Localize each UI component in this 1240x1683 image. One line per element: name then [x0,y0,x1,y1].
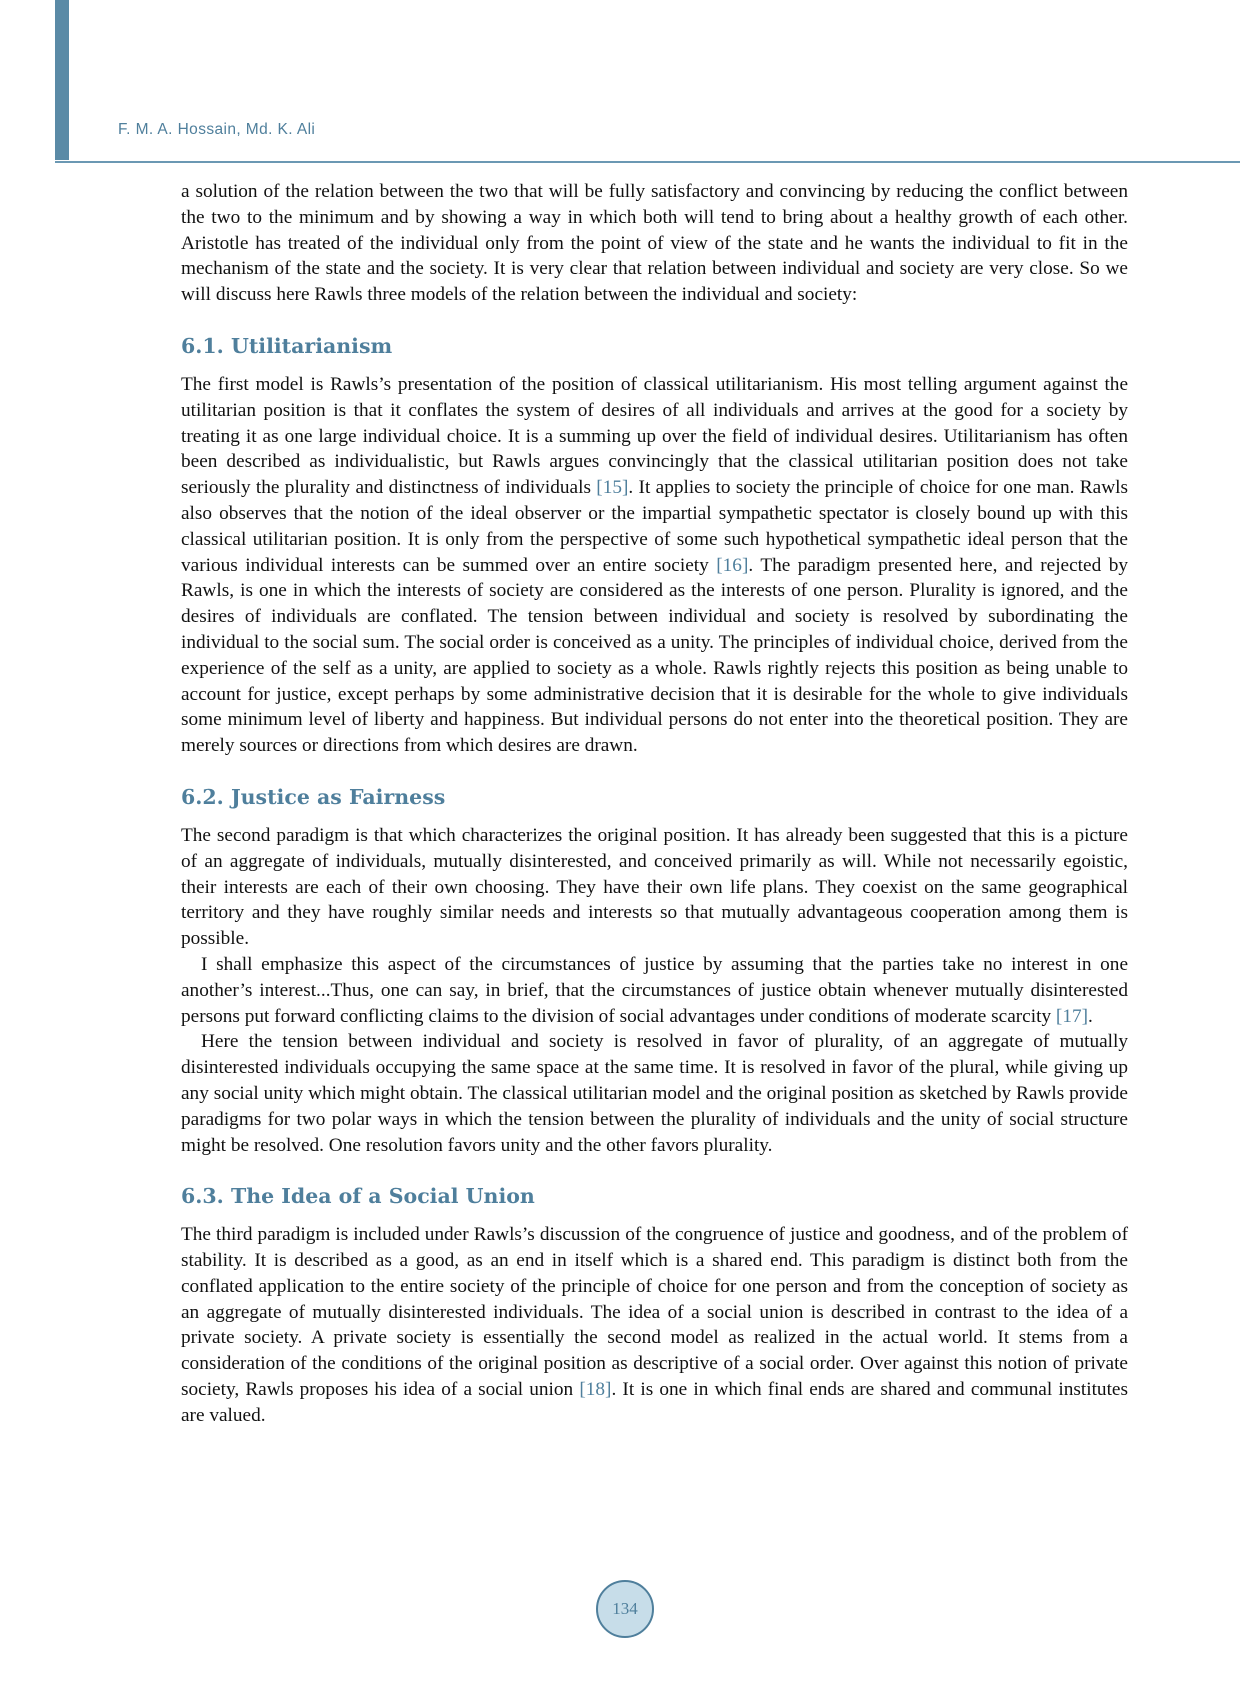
justice-paragraph-3: Here the tension between individual and society is resolved in favor of plurality, of an aggregate of mutually disinterested individuals occupying the same space at the same time. It is resolved in favor of the plural, while giving up any social unity which might obtain. The classical utilitarian model and the original position as sketched by Rawls provide paradigms for two polar ways in which the tension between the plurality of individuals and the unity of social structure might be resolved. One resolution favors unity and the other favors plurality. [181,1031,1128,1156]
section-heading-justice-as-fairness: 6.2. Justice as Fairness [181,784,446,809]
page-number-badge: 134 [596,1580,654,1638]
social-union-paragraph [181,1222,1128,1428]
citation-link-15[interactable]: [15] [596,477,629,499]
citation-link-18[interactable]: [18] [579,1379,612,1401]
citation-link-16[interactable]: [16] [716,554,749,576]
header-accent-bar [55,0,69,160]
header-rule [55,161,1240,163]
text-span: The third paradigm is included under Rawls’s discussion of the congruence of justice and goodness, and of the problem of stability. It is described as a good, as an end in itself which is a shared end. This paradigm is distinct both from the conflated application to the entire society of the principle of choice for one person and from the conception of society as an aggregate of mutually disinterested individuals. The idea of a social union is described in contrast to the idea of a private society. A private society is essentially the second model as realized in the actual world. It stems from a consideration of the conditions of the original position as descriptive of a social order. Over against this notion of private society, Rawls proposes his idea of a social union [181,1224,1128,1401]
text-span: I shall emphasize this aspect of the circumstances of justice by assuming that the parties take no interest in one another’s interest...Thus, one can say, in brief, that the circumstances of justice obtain whenever mutually disinterested persons put forward conflicting claims to the division of social advantages under conditions of moderate scarcity [181,953,1128,1027]
citation-link-17[interactable]: [17] [1055,1005,1089,1027]
section-heading-social-union: 6.3. The Idea of a Social Union [181,1184,535,1209]
intro-paragraph: a solution of the relation between the two that will be fully satisfactory and convincing by reducing the conflict between the two to the minimum and by showing a way in which both will tend to bring about a healthy growth of each other. Aristotle has treated of the individual only from the point of view of the state and he wants the individual to fit in the mechanism of the state and the society. It is very clear that relation between individual and society are very close. So we will discuss here Rawls three models of the relation between the individual and society: [181,181,1128,306]
section-heading-utilitarianism: 6.1. Utilitarianism [181,333,393,358]
text-span: . It is one in which final ends are shared and communal institutes are valued. [181,1379,1128,1426]
utilitarianism-paragraph [181,372,1128,759]
text-span: . The paradigm presented here, and rejected by Rawls, is one in which the interests of society are considered as the interests of one person. Plurality is ignored, and the desires of individuals are conflated. The tension between individual and society is resolved by subordinating the individual to the social sum. The social order is conceived as a unity. The principles of individual choice, derived from the experience of the self as a unity, are applied to society as a whole. Rawls rightly rejects this position as being unable to account for justice, except perhaps by some administrative decision that it is desirable for the whole to give individuals some minimum level of liberty and happiness. But individual persons do not enter into the theoretical position. They are merely sources or directions from which desires are drawn. [181,554,1128,757]
text-span: . [1088,1005,1093,1027]
justice-paragraph-1: The second paradigm is that which characterizes the original position. It has already been suggested that this is a picture of an aggregate of individuals, mutually disinterested, and conceived primarily as will. While not necessarily egoistic, their interests are each of their own choosing. They have their own life plans. They coexist on the same geographical territory and they have roughly similar needs and interests so that mutually advantageous cooperation among them is possible. [181,824,1128,950]
text-span: . It applies to society the principle of choice for one man. Rawls also observes that the notion of the ideal observer or the impartial sympathetic spectator is closely bound up with this classical utilitarian position. It is only from the perspective of some such hypothetical sympathetic ideal person that the various individual interests can be summed over an entire society [181,477,1128,576]
running-head: F. M. A. Hossain, Md. K. Ali [118,121,316,138]
article-body [181,179,1128,1429]
justice-quote-paragraph [181,952,1128,1029]
text-span: The first model is Rawls’s presentation of the position of classical utilitarianism. His most telling argument against the utilitarian position is that it conflates the system of desires of all individuals and arrives at the good for a society by treating it as one large individual choice. It is a summing up over the field of individual desires. Utilitarianism has often been described as individualistic, but Rawls argues convincingly that the classical utilitarian position does not take seriously the plurality and distinctness of individuals [181,373,1128,499]
